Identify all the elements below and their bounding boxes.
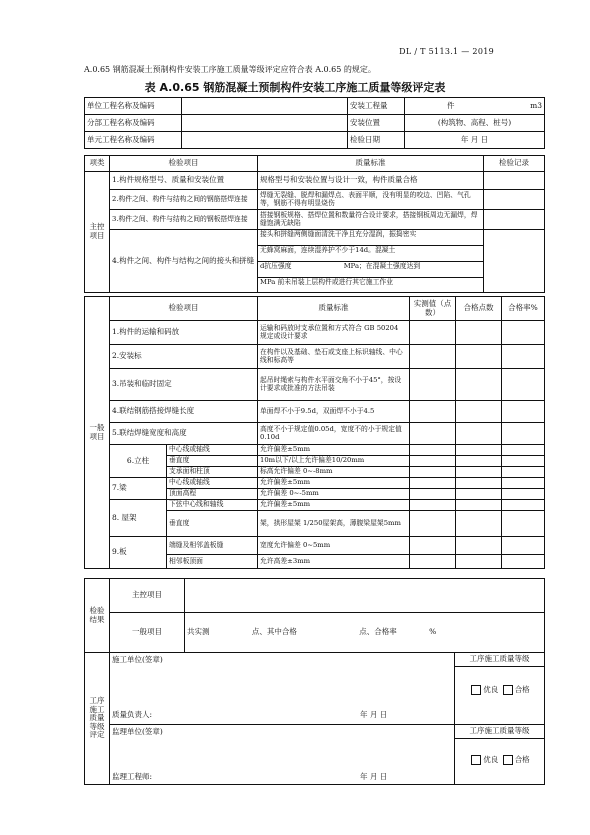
main-std-2: 焊缝无裂缝、脱焊和漏焊点、表面平顺，没有明显的咬边、凹陷、气孔等，钢筋不得有明显烧伤 — [258, 190, 484, 210]
column-pass-3[interactable] — [456, 467, 502, 478]
section-value — [182, 115, 348, 132]
gen-rate-2[interactable] — [502, 345, 545, 369]
main-control-table — [84, 155, 545, 293]
column-pass-2[interactable] — [456, 456, 502, 467]
section-label: 分部工程名称及编码 — [85, 115, 182, 132]
qualified-label-2: 合格 — [514, 754, 530, 764]
unit-value — [182, 98, 348, 115]
beam-measured-2[interactable] — [410, 489, 456, 500]
gen-std-4: 单面焊不小于9.5d，双面焊不小于4.5 — [258, 401, 410, 423]
main-item-4: 4.构件之间、构件与结构之间的接头和拼缝 — [110, 230, 258, 293]
std4-mpa: MPa；在混凝土强度达到 — [343, 262, 421, 270]
result-general-label: 一般项目 — [110, 613, 185, 653]
gen-measured-4[interactable] — [410, 401, 456, 423]
column-rate-2[interactable] — [502, 456, 545, 467]
result-points: 点、其中合格 — [251, 627, 297, 637]
result-rate: 点、合格率 — [359, 627, 397, 637]
slab-std-1: 宽度允许偏差 0~5mm — [258, 537, 410, 555]
result-main-value[interactable] — [185, 579, 545, 613]
beam-pass-2[interactable] — [456, 489, 502, 500]
quantity-label: 安装工程量 — [348, 98, 405, 115]
constructor-date: 年 月 日 — [360, 710, 388, 720]
col-record: 检验记录 — [484, 156, 545, 172]
main-record-1[interactable] — [484, 172, 545, 190]
truss-pass-2[interactable] — [456, 511, 502, 537]
main-record-4[interactable] — [484, 230, 545, 293]
result-main-label: 主控项目 — [110, 579, 185, 613]
gen-col-std: 质量标准 — [258, 297, 410, 321]
gen-std-5: 高度不小于规定值0.05d，宽度不的小于规定值 0.10d — [258, 423, 410, 445]
main-std-1: 规格型号和安装位置与设计一致，构件质量合格 — [258, 172, 484, 190]
gen-item-1: 1.构件的运输和码放 — [110, 321, 258, 345]
gen-truss-label: 8. 屋架 — [110, 500, 167, 537]
grade-label-2: 工序施工质量等级 — [455, 725, 544, 739]
constructor-cell — [110, 653, 455, 725]
column-rate-3[interactable] — [502, 467, 545, 478]
truss-measured-2[interactable] — [410, 511, 456, 537]
column-std-2: 10m以下/以上允许偏差10/20mm — [258, 456, 410, 467]
element-value — [182, 132, 348, 149]
gen-pass-4[interactable] — [456, 401, 502, 423]
truss-sub-1: 下弦中心线和轴线 — [167, 500, 258, 511]
unit-label: 单位工程名称及编码 — [85, 98, 182, 115]
gen-std-3: 起吊时绳索与构件水平面交角不小于45°，按设计要求或批准的方法吊装 — [258, 369, 410, 401]
grade-options-1 — [455, 667, 544, 695]
truss-sub-2: 垂直度 — [167, 511, 258, 537]
gen-pass-3[interactable] — [456, 369, 502, 401]
grade-options-2 — [455, 739, 544, 765]
truss-pass-1[interactable] — [456, 500, 502, 511]
gen-rate-5[interactable] — [502, 423, 545, 445]
main-item-3: 3.构件之间、构件与结构之间的钢板搭焊连接 — [110, 210, 258, 230]
std4-line4: MPa 前未吊装上层构件或进行其它施工作业 — [260, 278, 393, 286]
slab-measured-2[interactable] — [410, 555, 456, 569]
gen-rate-3[interactable] — [502, 369, 545, 401]
beam-std-2: 允许偏差 0~-5mm — [258, 489, 410, 500]
checkbox-qualified-2[interactable] — [503, 755, 513, 765]
general-group-label: 一般项目 — [85, 297, 110, 569]
supervisor-label: 监理单位(签章) — [112, 727, 163, 736]
truss-std-1: 允许偏差±5mm — [258, 500, 410, 511]
truss-rate-1[interactable] — [502, 500, 545, 511]
quantity-unit-m3: m3 — [530, 100, 542, 110]
beam-rate-2[interactable] — [502, 489, 545, 500]
gen-beam-label: 7.梁 — [110, 478, 167, 500]
beam-sub-1: 中心线或轴线 — [167, 478, 258, 489]
date-label: 检验日期 — [348, 132, 405, 149]
gen-rate-1[interactable] — [502, 321, 545, 345]
truss-rate-2[interactable] — [502, 511, 545, 537]
column-sub-2: 垂直度 — [167, 456, 258, 467]
gen-item-4: 4.联结钢筋搭接焊缝长度 — [110, 401, 258, 423]
element-label: 单元工程名称及编码 — [85, 132, 182, 149]
beam-rate-1[interactable] — [502, 478, 545, 489]
main-std-3: 搭接钢板规格、搭焊位置和数量符合设计要求，搭接钢板周边无漏焊，焊缝饱满无缺陷 — [258, 210, 484, 230]
result-general-value — [185, 613, 545, 653]
checkbox-excellent-2[interactable] — [471, 755, 481, 765]
gen-col-measured: 实测值（点数） — [410, 297, 456, 321]
gen-std-2: 在构件以及基础、垫石或支座上标识轴线、中心线和标高等 — [258, 345, 410, 369]
std4-line3 — [258, 262, 483, 278]
slab-std-2: 允许高差±3mm — [258, 555, 410, 569]
manager-label: 质量负责人: — [112, 710, 153, 720]
gen-column-label: 6.立柱 — [110, 445, 167, 478]
table-title: 表 A.0.65 钢筋混凝土预制构件安装工序施工质量等级评定表 — [144, 81, 446, 94]
gen-rate-4[interactable] — [502, 401, 545, 423]
checkbox-qualified-1[interactable] — [503, 685, 513, 695]
qualified-label-1: 合格 — [514, 684, 530, 694]
intro-text: A.0.65 钢筋混凝土预制构件安装工序施工质量等级评定应符合表 A.0.65 的规定。 — [84, 65, 376, 74]
gen-col-rate: 合格率% — [502, 297, 545, 321]
supervisor-date: 年 月 日 — [360, 772, 388, 782]
main-item-2: 2.构件之间、构件与结构之间的钢筋搭焊连接 — [110, 190, 258, 210]
std4-line1: 接头和拼缝两侧缝面清洗干净且充分湿润，振捣密实 — [258, 230, 483, 246]
gen-measured-3[interactable] — [410, 369, 456, 401]
main-record-3[interactable] — [484, 210, 545, 230]
truss-measured-1[interactable] — [410, 500, 456, 511]
checkbox-excellent-1[interactable] — [471, 685, 481, 695]
beam-pass-1[interactable] — [456, 478, 502, 489]
result-label: 检验结果 — [85, 579, 110, 653]
quantity-unit-piece: 件 — [447, 100, 455, 110]
constructor-label: 施工单位(签章) — [112, 655, 163, 664]
column-measured-3[interactable] — [410, 467, 456, 478]
std4-d-strength: d抗压强度 — [260, 262, 292, 270]
main-std-4 — [258, 230, 484, 293]
main-group-label: 主控项目 — [85, 172, 110, 293]
gen-col-item: 检验项目 — [110, 297, 258, 321]
eval-table — [84, 652, 545, 785]
slab-rate-1[interactable] — [502, 537, 545, 555]
gen-pass-5[interactable] — [456, 423, 502, 445]
column-std-1: 允许偏差±5mm — [258, 445, 410, 456]
slab-sub-2: 相邻板顶面 — [167, 555, 258, 569]
quantity-value — [405, 98, 545, 115]
general-table — [84, 296, 545, 569]
slab-measured-1[interactable] — [410, 537, 456, 555]
constructor-grade — [455, 653, 545, 725]
gen-measured-5[interactable] — [410, 423, 456, 445]
slab-sub-1: 端缝及相邻盖板缝 — [167, 537, 258, 555]
column-sub-1: 中心线或轴线 — [167, 445, 258, 456]
gen-col-pass: 合格点数 — [456, 297, 502, 321]
std4-line2: 无蜂窝麻面，连续湿养护不少于14d。混凝土 — [258, 246, 483, 262]
standard-code: DL / T 5113.1 — 2019 — [399, 47, 494, 56]
gen-item-3: 3.吊装和临时固定 — [110, 369, 258, 401]
col-std: 质量标准 — [258, 156, 484, 172]
column-rate-1[interactable] — [502, 445, 545, 456]
gen-pass-2[interactable] — [456, 345, 502, 369]
gen-std-1: 运输和码放时支承位置和方式符合 GB 50204 规定或设计要求 — [258, 321, 410, 345]
column-measured-2[interactable] — [410, 456, 456, 467]
slab-pass-2[interactable] — [456, 555, 502, 569]
gen-measured-2[interactable] — [410, 345, 456, 369]
beam-std-1: 允许偏差±5mm — [258, 478, 410, 489]
date-value: 年 月 日 — [405, 132, 545, 149]
column-measured-1[interactable] — [410, 445, 456, 456]
beam-sub-2: 顶面高程 — [167, 489, 258, 500]
slab-pass-1[interactable] — [456, 537, 502, 555]
beam-measured-1[interactable] — [410, 478, 456, 489]
grade-label-1: 工序施工质量等级 — [455, 653, 544, 667]
main-record-2[interactable] — [484, 190, 545, 210]
col-item: 检验项目 — [110, 156, 258, 172]
col-type: 项类 — [85, 156, 110, 172]
column-std-3: 标高允许偏差 0~-8mm — [258, 467, 410, 478]
gen-slab-label: 9.板 — [110, 537, 167, 569]
result-percent: % — [429, 627, 437, 637]
gen-measured-1[interactable] — [410, 321, 456, 345]
slab-rate-2[interactable] — [502, 555, 545, 569]
result-measured: 共实测 — [187, 627, 210, 637]
gen-pass-1[interactable] — [456, 321, 502, 345]
engineer-label: 监理工程师: — [112, 772, 153, 782]
main-item-1: 1.构件规格型号、质量和安装位置 — [110, 172, 258, 190]
column-sub-3: 支承面和柱顶 — [167, 467, 258, 478]
supervisor-grade — [455, 725, 545, 785]
truss-std-2: 架，拱形屋架 1/250屋架高，薄腹梁屋架5mm — [258, 511, 410, 537]
position-label: 安装位置 — [348, 115, 405, 132]
supervisor-cell — [110, 725, 455, 785]
result-table — [84, 578, 545, 653]
excellent-label-2: 优良 — [483, 754, 499, 764]
column-pass-1[interactable] — [456, 445, 502, 456]
eval-label: 工序施工质量等级评定 — [85, 653, 110, 785]
info-table — [84, 97, 545, 149]
excellent-label-1: 优良 — [483, 684, 499, 694]
gen-item-5: 5.联结焊缝宽度和高度 — [110, 423, 258, 445]
gen-item-2: 2.安装标 — [110, 345, 258, 369]
position-value: (构筑物、高程、桩号) — [405, 115, 545, 132]
